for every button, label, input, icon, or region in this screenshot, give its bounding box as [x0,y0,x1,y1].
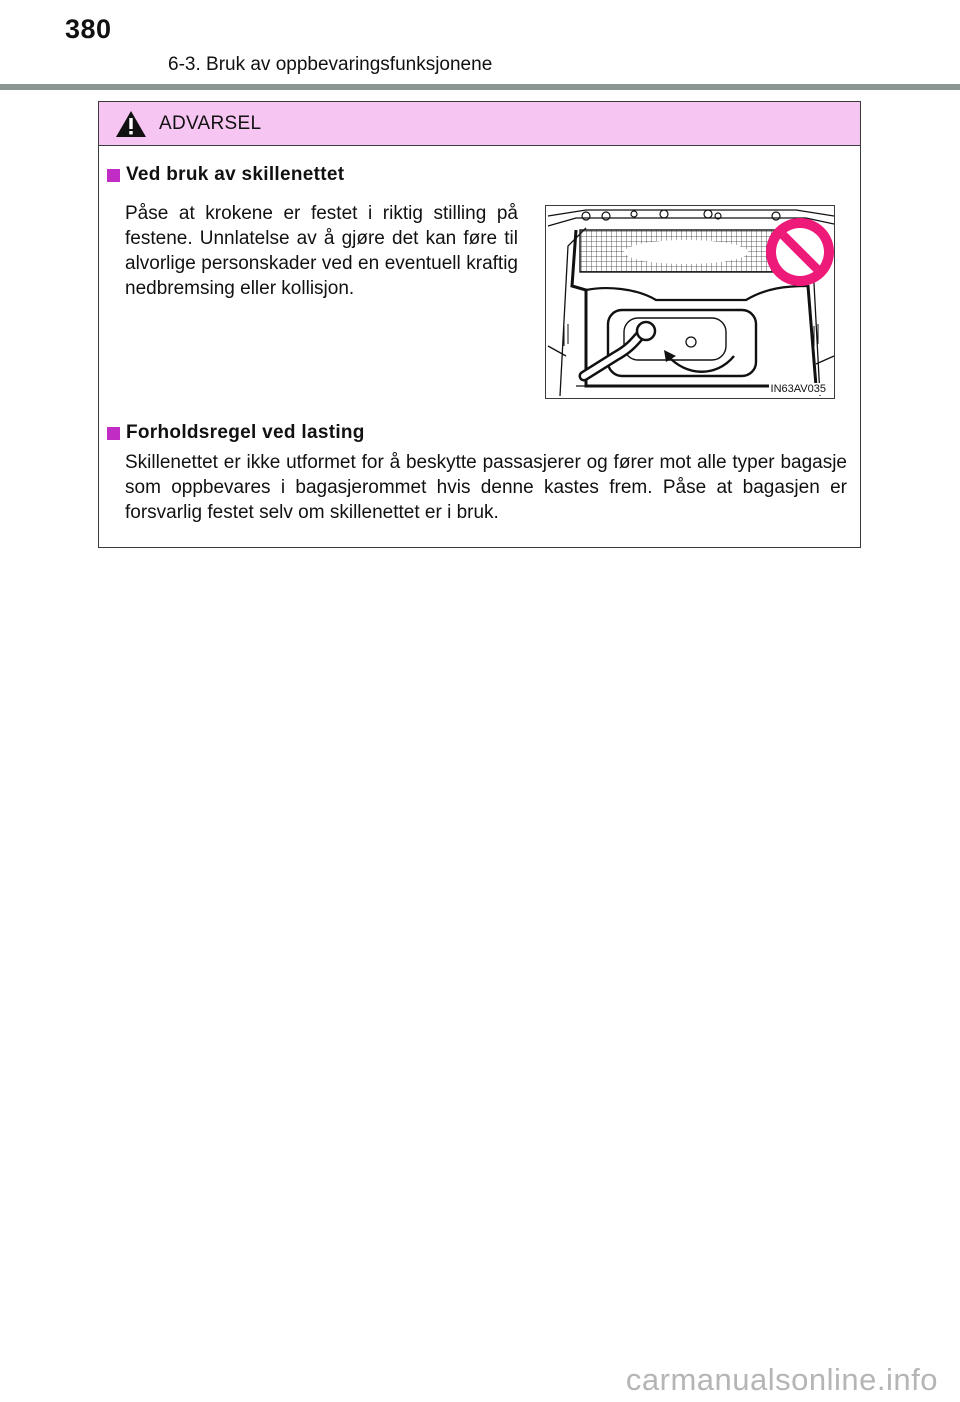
prohibition-icon [766,218,834,286]
page-number: 380 [65,14,112,44]
topic-label: Ved bruk av skillenettet [126,164,345,185]
illustration [545,205,835,399]
warning-triangle-icon [115,110,147,138]
topic-text-2: Skillenettet er ikke utformet for å beskytte passasjerer og fører mot alle typer bagasje som oppbevares i bagasjerommet hvis denne kastes frem. Påse at bagasjen er forsvarlig festet selv om skillenettet er i bruk. [125,452,847,523]
warning-box [98,101,861,548]
warning-title: ADVARSEL [159,113,262,134]
topic-heading-1 [107,164,344,186]
bullet-square [107,169,120,182]
topic-heading-2 [107,422,365,444]
topic-label: Forholdsregel ved lasting [126,422,365,443]
bullet-square [107,427,120,440]
header-rule [0,84,960,90]
topic-text-1: Påse at krokene er festet i riktig stilling på festene. Unnlatelse av å gjøre det kan føre til alvorlige personskader ved en eventuell kraftig nedbremsing eller kollisjon. [125,203,518,299]
section-title: 6-3. Bruk av oppbevaringsfunksjonene [168,54,493,75]
warning-header [99,102,860,146]
figure-code: IN63AV035 [770,383,826,395]
watermark: carmanualsonline.info [625,1362,938,1397]
